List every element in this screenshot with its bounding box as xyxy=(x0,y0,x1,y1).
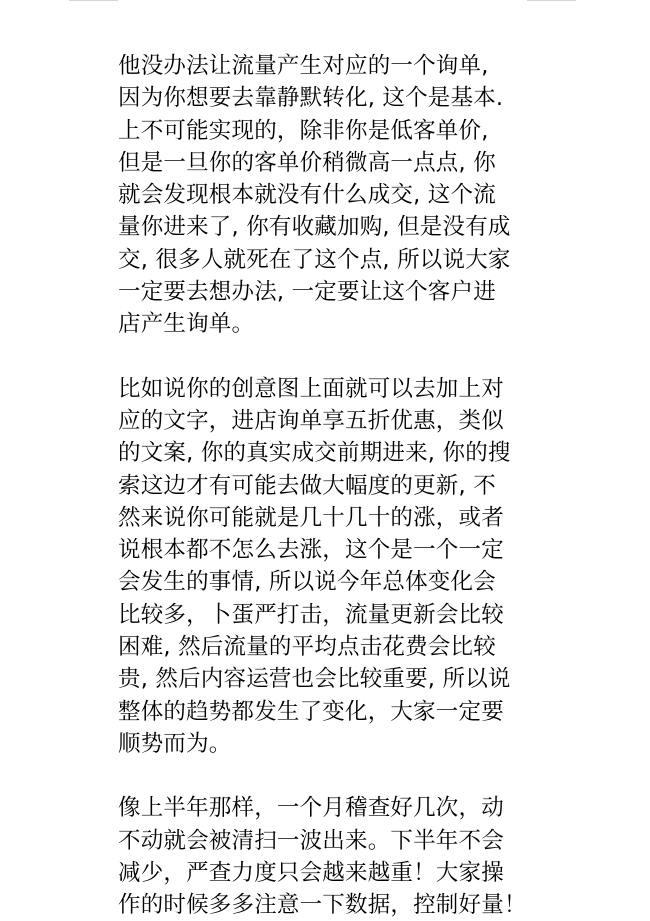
paragraph-line: 贵, 然后内容运营也会比较重要, 所以说 xyxy=(118,666,511,693)
paragraph-1 xyxy=(118,50,538,341)
paragraph-line: 的文案, 你的真实成交前期进来, 你的搜 xyxy=(118,440,511,467)
paragraph-line: 店产生询单。 xyxy=(118,311,255,338)
paragraph-spacer xyxy=(118,760,538,792)
paragraph-line: 上不可能实现的，除非你是低客单价, xyxy=(118,117,489,144)
paragraph-line: 会发生的事情, 所以说今年总体变化会 xyxy=(118,569,496,596)
paragraph-line: 索这边才有可能去做大幅度的更新, 不 xyxy=(118,472,496,499)
paragraph-line: 应的文字，进店询单享五折优惠，类似 xyxy=(118,407,504,434)
paragraph-line: 减少，严查力度只会越来越重！大家操 xyxy=(118,859,504,886)
paragraph-2 xyxy=(118,373,538,761)
paragraph-line: 像上半年那样，一个月稽查好几次，动 xyxy=(118,795,504,822)
paragraph-line: 但是一旦你的客单价稍微高一点点, 你 xyxy=(118,149,496,176)
paragraph-line: 因为你想要去靠静默转化, 这个是基本. xyxy=(118,85,504,112)
paragraph-line: 比如说你的创意图上面就可以去加上对 xyxy=(118,375,504,402)
paragraph-line: 比较多，卜蛋严打击，流量更新会比较 xyxy=(118,601,504,628)
top-divider-left xyxy=(69,0,118,1)
paragraph-line: 整体的趋势都发生了变化，大家一定要 xyxy=(118,698,504,725)
article-body xyxy=(118,50,538,921)
top-divider-right xyxy=(527,0,576,1)
paragraph-line: 就会发现根本就没有什么成交, 这个流 xyxy=(118,182,496,209)
paragraph-line: 交, 很多人就死在了这个点, 所以说大家 xyxy=(118,246,511,273)
paragraph-spacer xyxy=(118,341,538,373)
paragraph-line: 作的时候多多注意一下数据，控制好量！ xyxy=(118,892,527,919)
paragraph-3 xyxy=(118,792,538,921)
paragraph-line: 他没办法让流量产生对应的一个询单, xyxy=(118,53,489,79)
paragraph-line: 说根本都不怎么去涨，这个是一个一定 xyxy=(118,537,504,564)
paragraph-line: 困难, 然后流量的平均点击花费会比较 xyxy=(118,634,496,661)
paragraph-line: 顺势而为。 xyxy=(118,730,232,757)
paragraph-line: 然来说你可能就是几十几十的涨，或者 xyxy=(118,504,504,531)
paragraph-line: 一定要去想办法, 一定要让这个客户进 xyxy=(118,279,496,306)
paragraph-line: 不动就会被清扫一波出来。下半年不会 xyxy=(118,827,504,854)
paragraph-line: 量你进来了, 你有收藏加购, 但是没有成 xyxy=(118,214,511,241)
